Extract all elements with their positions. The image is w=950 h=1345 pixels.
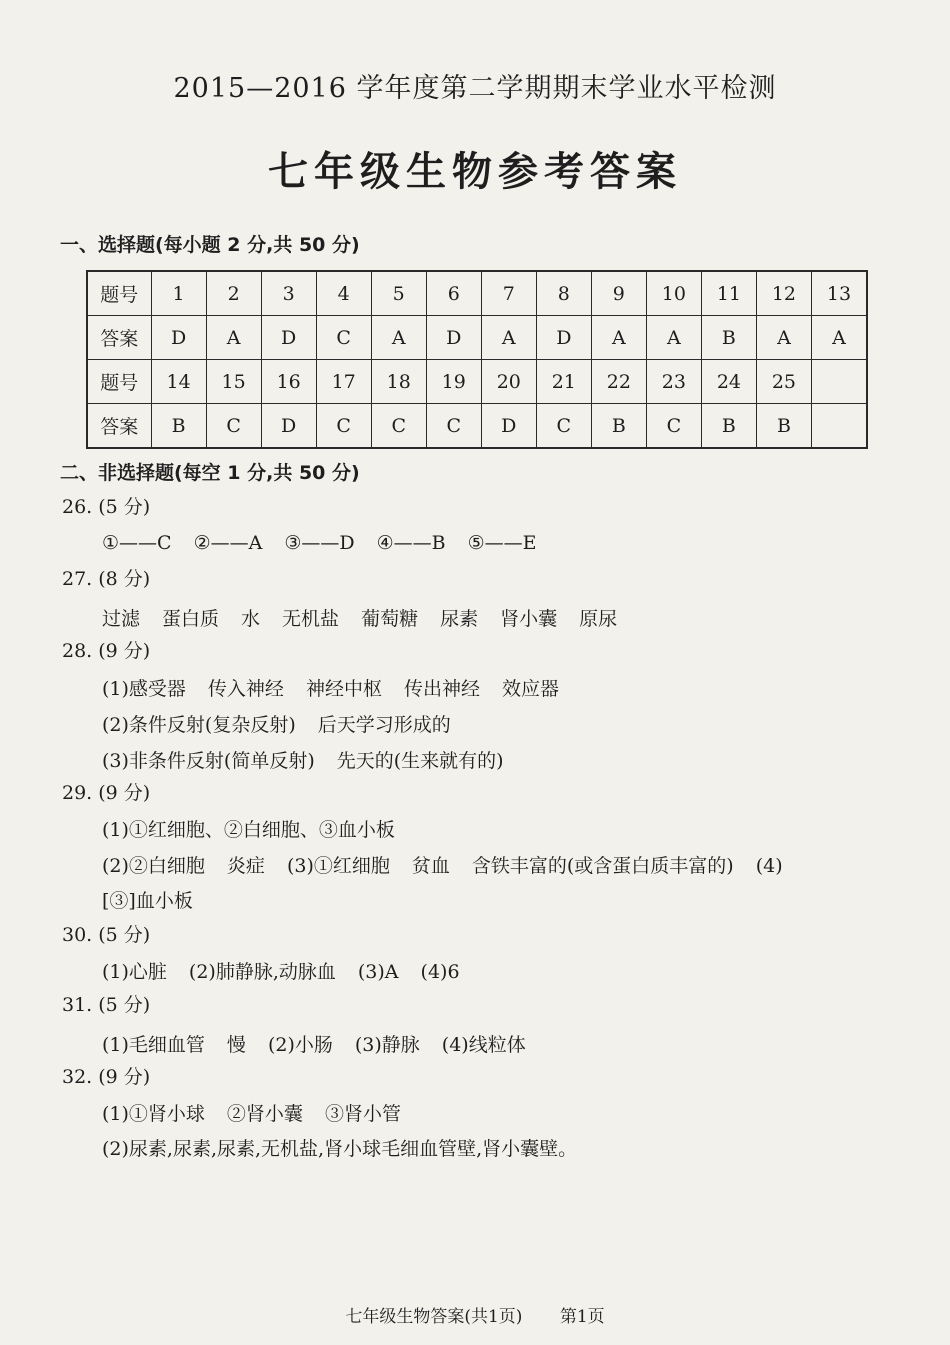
answer-item: (2)尿素,尿素,尿素,无机盐,肾小球毛细血管壁,肾小囊壁。 xyxy=(102,1138,578,1160)
answer-item: 后天学习形成的 xyxy=(317,714,451,736)
answer-line xyxy=(102,532,559,554)
answer-item: ⑤——E xyxy=(467,532,537,554)
answer-item: ③——D xyxy=(284,532,355,554)
question-heading: 29. (9 分) xyxy=(62,782,151,804)
question-heading: 32. (9 分) xyxy=(62,1066,151,1088)
answer-cell: A xyxy=(481,316,536,360)
number-cell: 20 xyxy=(481,360,536,404)
answer-cell: B xyxy=(591,404,646,449)
answer-line xyxy=(102,604,639,631)
answer-cell: B xyxy=(701,404,756,449)
answer-cell xyxy=(811,404,867,449)
answer-cell: D xyxy=(151,316,206,360)
answer-item: (1)①红细胞、②白细胞、③血小板 xyxy=(102,819,395,841)
answer-item: (1)①肾小球 xyxy=(102,1103,205,1125)
answer-item: 水 xyxy=(241,608,261,630)
answer-cell: C xyxy=(646,404,701,449)
question-heading: 28. (9 分) xyxy=(62,640,151,662)
answer-cell: A xyxy=(646,316,701,360)
answer-item: ②——A xyxy=(193,532,263,554)
answer-item: 传入神经 xyxy=(207,678,284,700)
answer-cell: C xyxy=(536,404,591,449)
number-cell: 2 xyxy=(206,271,261,316)
question-heading: 30. (5 分) xyxy=(62,924,151,946)
number-cell: 19 xyxy=(426,360,481,404)
answer-item: [③]血小板 xyxy=(102,890,193,912)
question-heading: 26. (5 分) xyxy=(62,496,151,518)
number-cell: 7 xyxy=(481,271,536,316)
answer-item: ①——C xyxy=(102,532,172,554)
number-cell: 17 xyxy=(316,360,371,404)
answer-cell: D xyxy=(261,316,316,360)
answer-item: (3)A xyxy=(357,961,399,983)
answer-item: (1)感受器 xyxy=(102,678,186,700)
answer-cell: B xyxy=(151,404,206,449)
answer-line xyxy=(102,815,417,842)
number-cell xyxy=(811,360,867,404)
number-cell: 25 xyxy=(756,360,811,404)
row-label-answer: 答案 xyxy=(87,316,151,360)
answer-item: 过滤 xyxy=(102,608,141,630)
number-cell: 15 xyxy=(206,360,261,404)
answer-item: (1)心脏 xyxy=(102,961,167,983)
page-footer xyxy=(0,1302,950,1327)
answer-cell: A xyxy=(591,316,646,360)
number-cell: 13 xyxy=(811,271,867,316)
number-cell: 18 xyxy=(371,360,426,404)
row-label-number: 题号 xyxy=(87,271,151,316)
number-cell: 12 xyxy=(756,271,811,316)
answer-cell: D xyxy=(536,316,591,360)
number-cell: 21 xyxy=(536,360,591,404)
answer-item: 慢 xyxy=(226,1034,246,1056)
answer-item: (4) xyxy=(755,855,783,877)
answer-line xyxy=(102,886,215,913)
number-cell: 11 xyxy=(701,271,756,316)
answer-cell: C xyxy=(371,404,426,449)
answer-item: (2)②白细胞 xyxy=(102,855,205,877)
question-heading: 27. (8 分) xyxy=(62,568,151,590)
answer-line xyxy=(102,746,526,773)
answer-item: (3)非条件反射(简单反射) xyxy=(102,750,315,772)
answer-line xyxy=(102,1030,548,1057)
answer-line xyxy=(102,674,581,701)
question-heading: 31. (5 分) xyxy=(62,994,151,1016)
answer-item: 原尿 xyxy=(579,608,618,630)
answer-cell: D xyxy=(426,316,481,360)
answer-cell: A xyxy=(811,316,867,360)
answer-cell: C xyxy=(316,404,371,449)
answer-item: 肾小囊 xyxy=(500,608,558,630)
answer-item: 炎症 xyxy=(226,855,265,877)
answer-item: ④——B xyxy=(376,532,446,554)
answer-item: 含铁丰富的(或含蛋白质丰富的) xyxy=(471,855,734,877)
number-cell: 16 xyxy=(261,360,316,404)
number-cell: 14 xyxy=(151,360,206,404)
answer-line xyxy=(102,710,473,737)
answer-item: 先天的(生来就有的) xyxy=(336,750,504,772)
number-cell: 6 xyxy=(426,271,481,316)
footer-doc-label: 七年级生物答案(共1页) xyxy=(345,1307,523,1327)
number-cell: 23 xyxy=(646,360,701,404)
answer-item: 贫血 xyxy=(411,855,450,877)
answer-item: (2)条件反射(复杂反射) xyxy=(102,714,296,736)
answer-cell: C xyxy=(206,404,261,449)
row-label-answer: 答案 xyxy=(87,404,151,449)
answer-item: (2)肺静脉,动脉血 xyxy=(188,961,336,983)
number-cell: 9 xyxy=(591,271,646,316)
document-title: 七年级生物参考答案 xyxy=(268,149,682,195)
table-row-number xyxy=(87,271,867,316)
answer-item: (2)小肠 xyxy=(267,1034,333,1056)
answer-line xyxy=(102,957,482,984)
answer-item: 传出神经 xyxy=(403,678,480,700)
row-label-number: 题号 xyxy=(87,360,151,404)
table-row-answer xyxy=(87,316,867,360)
answer-line xyxy=(102,1099,423,1126)
answer-cell: B xyxy=(756,404,811,449)
table-row-number xyxy=(87,360,867,404)
answer-item: 效应器 xyxy=(501,678,559,700)
number-cell: 4 xyxy=(316,271,371,316)
answer-item: ③肾小管 xyxy=(324,1103,401,1125)
answer-cell: C xyxy=(426,404,481,449)
number-cell: 24 xyxy=(701,360,756,404)
answer-line xyxy=(102,851,805,878)
choice-answer-table xyxy=(86,270,868,449)
section1-heading: 一、选择题(每小题 2 分,共 50 分) xyxy=(60,234,360,256)
answer-item: 葡萄糖 xyxy=(361,608,419,630)
answer-cell: A xyxy=(206,316,261,360)
answer-item: (4)线粒体 xyxy=(441,1034,526,1056)
answer-item: (3)静脉 xyxy=(354,1034,420,1056)
answer-cell: A xyxy=(371,316,426,360)
footer-page-number: 第1页 xyxy=(559,1307,605,1327)
number-cell: 22 xyxy=(591,360,646,404)
number-cell: 10 xyxy=(646,271,701,316)
answer-item: 无机盐 xyxy=(282,608,340,630)
table-row-answer xyxy=(87,404,867,449)
answer-cell: B xyxy=(701,316,756,360)
answer-item: 神经中枢 xyxy=(305,678,382,700)
answer-cell: D xyxy=(261,404,316,449)
exam-title: 2015—2016 学年度第二学期期末学业水平检测 xyxy=(173,73,777,104)
answer-item: ②肾小囊 xyxy=(226,1103,303,1125)
number-cell: 5 xyxy=(371,271,426,316)
answer-cell: A xyxy=(756,316,811,360)
answer-line xyxy=(102,1134,599,1161)
answer-item: (4)6 xyxy=(420,961,460,983)
section2-heading: 二、非选择题(每空 1 分,共 50 分) xyxy=(60,462,360,484)
answer-cell: D xyxy=(481,404,536,449)
number-cell: 3 xyxy=(261,271,316,316)
answer-item: 蛋白质 xyxy=(162,608,220,630)
number-cell: 1 xyxy=(151,271,206,316)
answer-item: 尿素 xyxy=(440,608,479,630)
answer-item: (3)①红细胞 xyxy=(286,855,390,877)
answer-item: (1)毛细血管 xyxy=(102,1034,205,1056)
answer-cell: C xyxy=(316,316,371,360)
number-cell: 8 xyxy=(536,271,591,316)
